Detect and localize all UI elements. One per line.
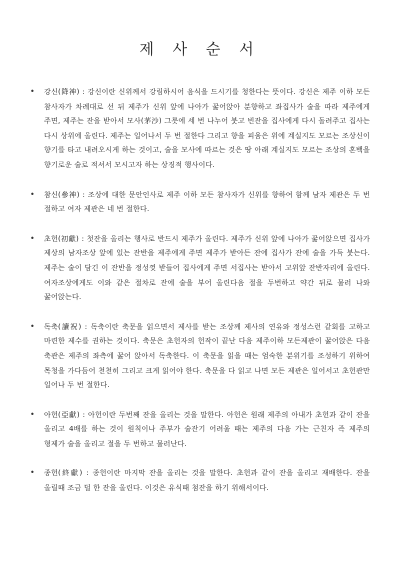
list-item-aheon <box>30 408 370 452</box>
step-description: : 아헌이란 두번째 잔을 올리는 것을 말한다. 아헌은 원래 제주의 아내가 초헌과 같이 잔을 올리고 4배를 하는 것이 원칙이나 주부가 술잔기 어려울 때는 제주의 다음 가는 근친자 즉 제주의 형제가 술을 올리고 절을 두 번하고 물러난다. <box>44 409 370 448</box>
list-item-chamsin <box>30 188 370 217</box>
step-term: 초헌 <box>44 233 59 243</box>
page-title: 제 사 순 서 <box>139 40 261 58</box>
list-item-choheon <box>30 232 370 305</box>
step-term: 참신 <box>44 189 59 199</box>
step-term: 독축 <box>44 321 59 331</box>
step-description: : 독축이란 축문을 읽으면서 제사를 받는 조상께 제사의 연유와 정성스런 같회를 고하고 마련한 제수를 권하는 것이다. 축문은 초헌자의 헌작이 끝난 다음 제주이하 모든제관이 꿇어앉은 다음 축관은 제주의 좌측에 꿇어 앉아서 독축한다. 이 축문을 읽을 때는 엄숙한 분위기를 조성하기 위하여 목청을 가다듬어 천천히 그리고 크게 읽어야 한다. 축문을 다 읽고 나면 모든 제관은 일어서고 초헌관만 일어나 두 번 절한다. <box>44 321 370 390</box>
step-hanja: (讀祝) <box>58 321 82 331</box>
step-description: : 종헌이란 마지막 잔을 올리는 것을 말한다. 초헌과 같이 잔을 올리고 재배한다. 잔을 올릴때 조금 덜 한 잔을 올린다. 이것은 유식때 첨잔을 하기 위해서이다. <box>44 468 371 493</box>
step-description: : 강신이란 신위께서 강림하시어 음식을 드시기를 청한다는 뜻이다. 강신은 제주 이하 모든 참사자가 차례대로 선 뒤 제주가 신위 앞에 나아가 꿇어앉아 분향하고 좌집사가 술을 따라 제주에게 주면, 제주는 잔을 받아서 모사(茅沙) 그릇에 세 번 나누어 붓고 빈잔을 집사에게 다시 돌려주고 집사는 다시 상위에 올린다. 제주는 일어나서 두 번 절한다 그리고 향을 피움은 위에 계실지도 모르는 조상신이 향기를 타고 내려오시게 하는 것이고, 술을 모사에 따르는 것은 땅 아래 계실지도 모르는 조상의 혼백을 향기로운 술로 적셔서 모시고자 하는 상징적 행사이다. <box>44 87 370 169</box>
ritual-steps-list <box>30 85 370 496</box>
list-item-dokchuk <box>30 320 370 393</box>
step-hanja: (參神) <box>58 189 80 199</box>
step-hanja: (亞獻) <box>58 409 80 419</box>
step-term: 아헌 <box>44 409 59 419</box>
step-term: 종헌 <box>44 468 59 478</box>
list-item-gangsin <box>30 85 370 173</box>
step-description: : 조상에 대한 문안인사로 제주 이하 모든 참사자가 신위를 향하여 함께 남자 제관은 두 번 절하고 여자 제관은 네 번 절한다. <box>44 189 370 214</box>
step-term: 강신 <box>44 87 59 96</box>
step-hanja: (降神) <box>58 87 80 96</box>
step-hanja: (終獻) <box>58 468 83 478</box>
list-item-jongheon <box>30 466 370 495</box>
step-description: : 첫잔을 올리는 행사로 반드시 제주가 올린다. 제주가 신위 앞에 나아가 꿇어앉으면 집사가 제상의 남자조상 앞에 있는 잔반을 제주에게 주면 제주가 받아든 잔에 집사가 잔에 술을 가득 붓는다. 제주는 술이 담긴 이 잔반을 정성껏 받들어 집사에게 주면 서집사는 받아서 고위앞 잔반자리에 올린다. 여자조상에게도 이와 같은 절차로 잔에 술을 부어 올린다음 절을 두번하고 약간 뒤로 물러 나와 꿇어앉는다. <box>44 233 370 302</box>
step-hanja: (初獻) <box>58 233 79 243</box>
